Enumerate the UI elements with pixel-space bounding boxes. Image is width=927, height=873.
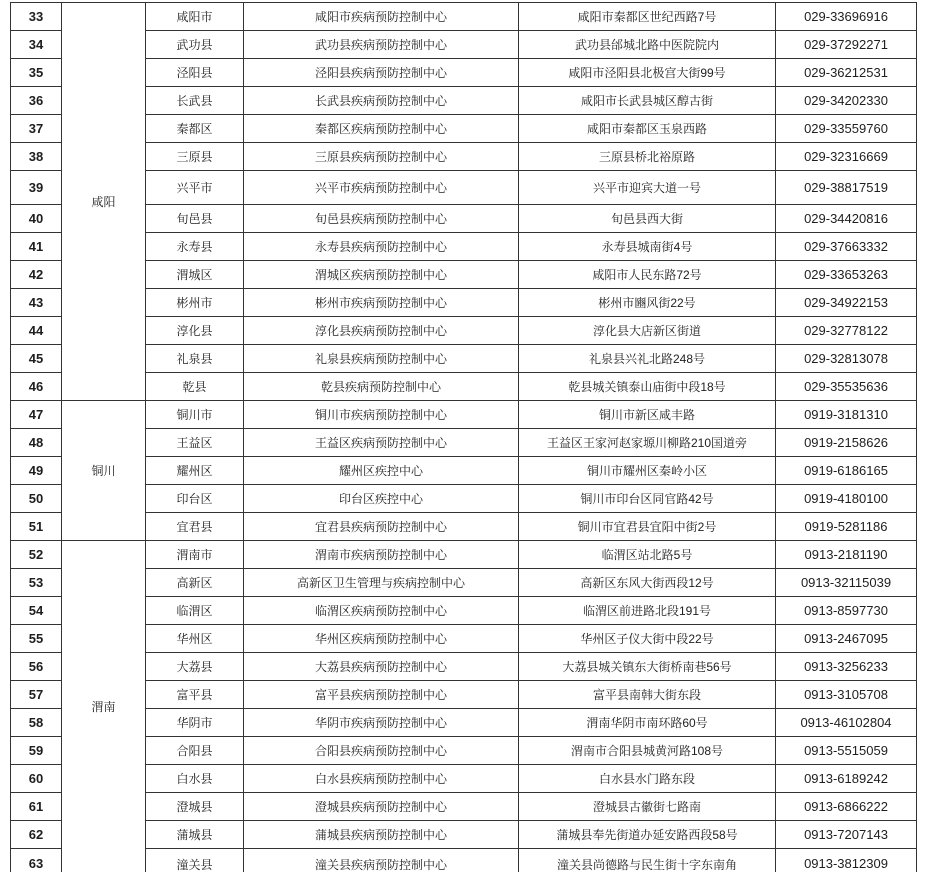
county-cell: 乾县	[146, 373, 244, 401]
address-cell: 淳化县大店新区街道	[519, 317, 776, 345]
agency-name-cell: 合阳县疾病预防控制中心	[244, 737, 519, 765]
address-cell: 高新区东风大街西段12号	[519, 569, 776, 597]
county-cell: 高新区	[146, 569, 244, 597]
row-number-cell: 60	[11, 765, 62, 793]
phone-cell: 029-34922153	[776, 289, 917, 317]
address-cell: 渭南华阴市南环路60号	[519, 709, 776, 737]
agency-name-cell: 耀州区疾控中心	[244, 457, 519, 485]
county-cell: 三原县	[146, 143, 244, 171]
phone-cell: 029-38817519	[776, 171, 917, 205]
county-cell: 武功县	[146, 31, 244, 59]
county-cell: 渭南市	[146, 541, 244, 569]
row-number-cell: 52	[11, 541, 62, 569]
row-number-cell: 34	[11, 31, 62, 59]
address-cell: 白水县水门路东段	[519, 765, 776, 793]
agency-name-cell: 渭城区疾病预防控制中心	[244, 261, 519, 289]
agency-name-cell: 宜君县疾病预防控制中心	[244, 513, 519, 541]
row-number-cell: 39	[11, 171, 62, 205]
row-number-cell: 44	[11, 317, 62, 345]
phone-cell: 029-32813078	[776, 345, 917, 373]
county-cell: 华州区	[146, 625, 244, 653]
address-cell: 王益区王家河赵家塬川柳路210国道旁	[519, 429, 776, 457]
agency-name-cell: 泾阳县疾病预防控制中心	[244, 59, 519, 87]
county-cell: 临渭区	[146, 597, 244, 625]
address-cell: 咸阳市长武县城区醇古街	[519, 87, 776, 115]
row-number-cell: 42	[11, 261, 62, 289]
agency-name-cell: 长武县疾病预防控制中心	[244, 87, 519, 115]
address-cell: 铜川市宜君县宜阳中街2号	[519, 513, 776, 541]
address-cell: 武功县邰城北路中医院院内	[519, 31, 776, 59]
address-cell: 铜川市耀州区秦岭小区	[519, 457, 776, 485]
address-cell: 咸阳市秦都区玉泉西路	[519, 115, 776, 143]
county-cell: 合阳县	[146, 737, 244, 765]
county-cell: 渭城区	[146, 261, 244, 289]
agency-name-cell: 乾县疾病预防控制中心	[244, 373, 519, 401]
county-cell: 彬州市	[146, 289, 244, 317]
row-number-cell: 33	[11, 3, 62, 31]
phone-cell: 0913-46102804	[776, 709, 917, 737]
row-number-cell: 50	[11, 485, 62, 513]
county-cell: 富平县	[146, 681, 244, 709]
address-cell: 兴平市迎宾大道一号	[519, 171, 776, 205]
row-number-cell: 36	[11, 87, 62, 115]
address-cell: 彬州市豳风街22号	[519, 289, 776, 317]
row-number-cell: 35	[11, 59, 62, 87]
region-cell: 渭南	[62, 541, 146, 872]
phone-cell: 029-34202330	[776, 87, 917, 115]
county-cell: 秦都区	[146, 115, 244, 143]
phone-cell: 029-33653263	[776, 261, 917, 289]
agency-name-cell: 大荔县疾病预防控制中心	[244, 653, 519, 681]
address-cell: 蒲城县奉先街道办延安路西段58号	[519, 821, 776, 849]
phone-cell: 0919-4180100	[776, 485, 917, 513]
phone-cell: 029-32316669	[776, 143, 917, 171]
address-cell: 咸阳市秦都区世纪西路7号	[519, 3, 776, 31]
address-cell: 富平县南韩大街东段	[519, 681, 776, 709]
county-cell: 铜川市	[146, 401, 244, 429]
agency-name-cell: 铜川市疾病预防控制中心	[244, 401, 519, 429]
county-cell: 兴平市	[146, 171, 244, 205]
agency-name-cell: 三原县疾病预防控制中心	[244, 143, 519, 171]
address-cell: 乾县城关镇泰山庙街中段18号	[519, 373, 776, 401]
address-cell: 华州区子仪大街中段22号	[519, 625, 776, 653]
county-cell: 永寿县	[146, 233, 244, 261]
phone-cell: 0919-3181310	[776, 401, 917, 429]
phone-cell: 0913-2467095	[776, 625, 917, 653]
address-cell: 澄城县古徽街七路南	[519, 793, 776, 821]
county-cell: 淳化县	[146, 317, 244, 345]
county-cell: 宜君县	[146, 513, 244, 541]
phone-cell: 029-37292271	[776, 31, 917, 59]
county-cell: 潼关县	[146, 849, 244, 872]
row-number-cell: 37	[11, 115, 62, 143]
address-cell: 铜川市印台区同官路42号	[519, 485, 776, 513]
row-number-cell: 38	[11, 143, 62, 171]
phone-cell: 0913-5515059	[776, 737, 917, 765]
phone-cell: 0913-3105708	[776, 681, 917, 709]
agency-name-cell: 彬州市疾病预防控制中心	[244, 289, 519, 317]
phone-cell: 029-37663332	[776, 233, 917, 261]
county-cell: 华阴市	[146, 709, 244, 737]
agency-name-cell: 华阴市疾病预防控制中心	[244, 709, 519, 737]
county-cell: 泾阳县	[146, 59, 244, 87]
phone-cell: 0913-3812309	[776, 849, 917, 872]
row-number-cell: 40	[11, 205, 62, 233]
agency-name-cell: 富平县疾病预防控制中心	[244, 681, 519, 709]
address-cell: 大荔县城关镇东大街桥南巷56号	[519, 653, 776, 681]
address-cell: 潼关县尚德路与民生街十字东南角	[519, 849, 776, 872]
address-cell: 咸阳市泾阳县北极宫大街99号	[519, 59, 776, 87]
row-number-cell: 41	[11, 233, 62, 261]
agency-name-cell: 白水县疾病预防控制中心	[244, 765, 519, 793]
row-number-cell: 53	[11, 569, 62, 597]
county-cell: 长武县	[146, 87, 244, 115]
agency-name-cell: 潼关县疾病预防控制中心	[244, 849, 519, 872]
row-number-cell: 51	[11, 513, 62, 541]
address-cell: 三原县桥北裕原路	[519, 143, 776, 171]
agency-name-cell: 旬邑县疾病预防控制中心	[244, 205, 519, 233]
row-number-cell: 61	[11, 793, 62, 821]
phone-cell: 029-35535636	[776, 373, 917, 401]
phone-cell: 0913-2181190	[776, 541, 917, 569]
county-cell: 印台区	[146, 485, 244, 513]
agency-name-cell: 华州区疾病预防控制中心	[244, 625, 519, 653]
agency-name-cell: 武功县疾病预防控制中心	[244, 31, 519, 59]
county-cell: 耀州区	[146, 457, 244, 485]
cdc-directory-table	[10, 2, 917, 872]
county-cell: 咸阳市	[146, 3, 244, 31]
address-cell: 渭南市合阳县城黄河路108号	[519, 737, 776, 765]
agency-name-cell: 印台区疾控中心	[244, 485, 519, 513]
phone-cell: 0919-2158626	[776, 429, 917, 457]
agency-name-cell: 高新区卫生管理与疾病控制中心	[244, 569, 519, 597]
row-number-cell: 48	[11, 429, 62, 457]
row-number-cell: 62	[11, 821, 62, 849]
agency-name-cell: 淳化县疾病预防控制中心	[244, 317, 519, 345]
region-cell: 咸阳	[62, 3, 146, 401]
county-cell: 大荔县	[146, 653, 244, 681]
agency-name-cell: 兴平市疾病预防控制中心	[244, 171, 519, 205]
address-cell: 永寿县城南街4号	[519, 233, 776, 261]
phone-cell: 029-36212531	[776, 59, 917, 87]
row-number-cell: 63	[11, 849, 62, 872]
agency-name-cell: 王益区疾病预防控制中心	[244, 429, 519, 457]
agency-name-cell: 渭南市疾病预防控制中心	[244, 541, 519, 569]
agency-name-cell: 澄城县疾病预防控制中心	[244, 793, 519, 821]
county-cell: 王益区	[146, 429, 244, 457]
county-cell: 白水县	[146, 765, 244, 793]
phone-cell: 0919-6186165	[776, 457, 917, 485]
phone-cell: 0913-8597730	[776, 597, 917, 625]
address-cell: 旬邑县西大街	[519, 205, 776, 233]
address-cell: 临渭区站北路5号	[519, 541, 776, 569]
agency-name-cell: 礼泉县疾病预防控制中心	[244, 345, 519, 373]
row-number-cell: 46	[11, 373, 62, 401]
phone-cell: 0913-32115039	[776, 569, 917, 597]
agency-name-cell: 永寿县疾病预防控制中心	[244, 233, 519, 261]
address-cell: 临渭区前进路北段191号	[519, 597, 776, 625]
county-cell: 旬邑县	[146, 205, 244, 233]
row-number-cell: 45	[11, 345, 62, 373]
row-number-cell: 59	[11, 737, 62, 765]
address-cell: 咸阳市人民东路72号	[519, 261, 776, 289]
county-cell: 澄城县	[146, 793, 244, 821]
county-cell: 蒲城县	[146, 821, 244, 849]
address-cell: 铜川市新区咸丰路	[519, 401, 776, 429]
address-cell: 礼泉县兴礼北路248号	[519, 345, 776, 373]
phone-cell: 029-34420816	[776, 205, 917, 233]
agency-name-cell: 咸阳市疾病预防控制中心	[244, 3, 519, 31]
agency-name-cell: 秦都区疾病预防控制中心	[244, 115, 519, 143]
row-number-cell: 56	[11, 653, 62, 681]
agency-name-cell: 蒲城县疾病预防控制中心	[244, 821, 519, 849]
phone-cell: 029-32778122	[776, 317, 917, 345]
agency-name-cell: 临渭区疾病预防控制中心	[244, 597, 519, 625]
row-number-cell: 57	[11, 681, 62, 709]
county-cell: 礼泉县	[146, 345, 244, 373]
phone-cell: 0913-3256233	[776, 653, 917, 681]
row-number-cell: 54	[11, 597, 62, 625]
phone-cell: 0913-6866222	[776, 793, 917, 821]
phone-cell: 0913-7207143	[776, 821, 917, 849]
region-cell: 铜川	[62, 401, 146, 541]
phone-cell: 029-33559760	[776, 115, 917, 143]
phone-cell: 0919-5281186	[776, 513, 917, 541]
phone-cell: 029-33696916	[776, 3, 917, 31]
row-number-cell: 55	[11, 625, 62, 653]
phone-cell: 0913-6189242	[776, 765, 917, 793]
row-number-cell: 43	[11, 289, 62, 317]
row-number-cell: 58	[11, 709, 62, 737]
row-number-cell: 49	[11, 457, 62, 485]
row-number-cell: 47	[11, 401, 62, 429]
